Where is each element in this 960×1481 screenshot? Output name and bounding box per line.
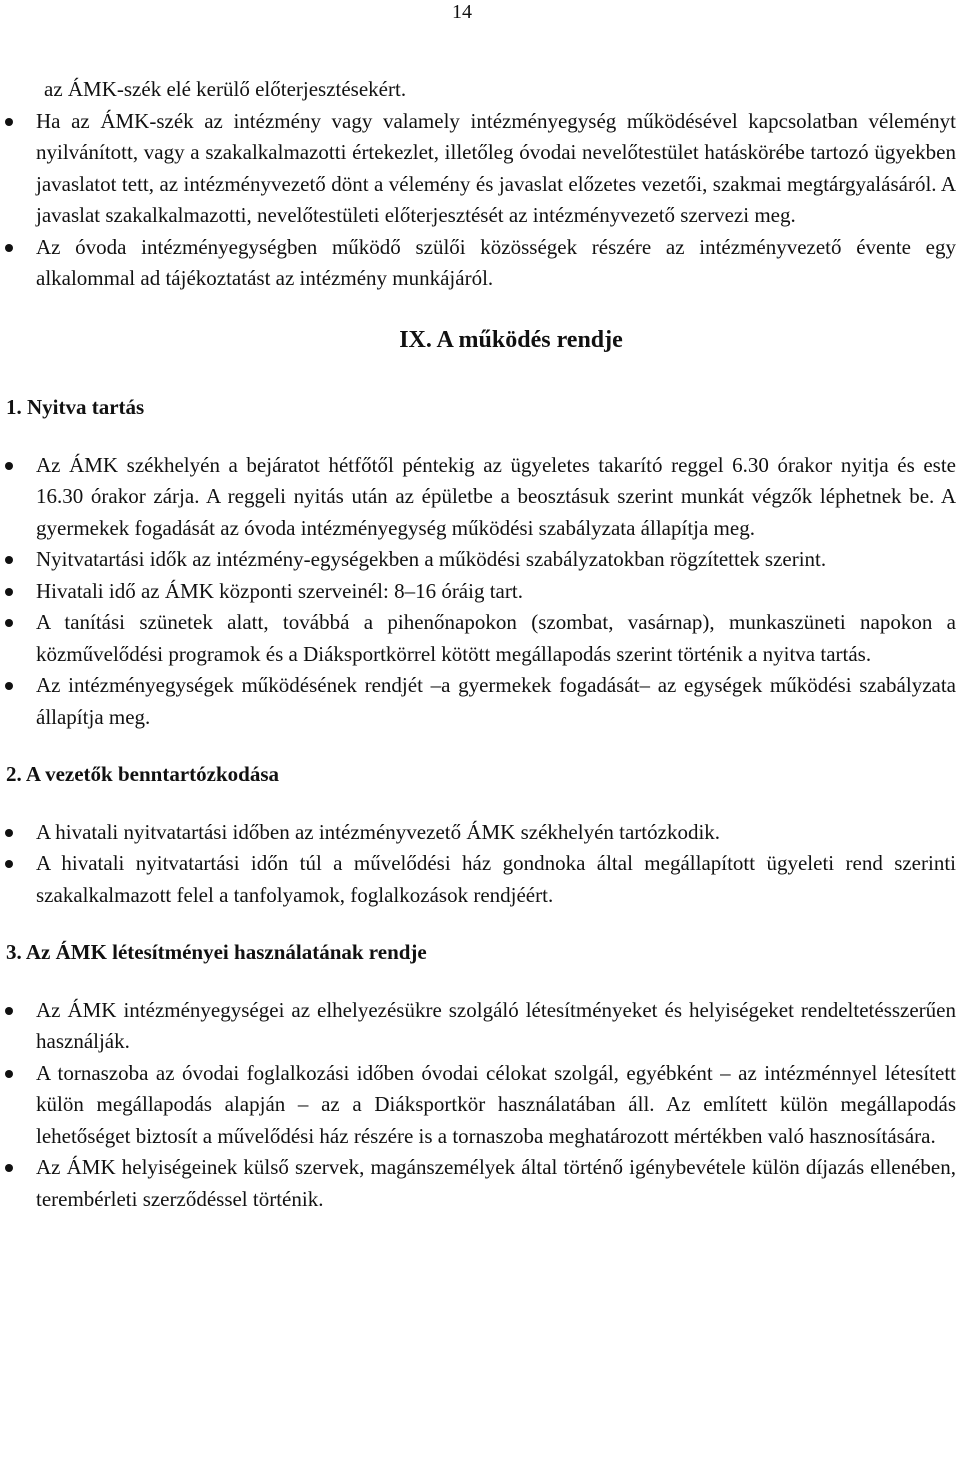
list-item: Az ÁMK székhelyén a bejáratot hétfőtől péntekig az ügyeletes takarító reggel 6.30 órakor nyitja és este 16.30 órakor zárja. A reggeli nyitás után az épületbe a beosztásuk szerint munkát végzők léphetnek be. A gyermekek fogadását az óvoda intézményegység működési szabályzata állapítja meg.: [36, 450, 956, 545]
section-title: 2. A vezetők benntartózkodása: [6, 762, 279, 786]
section-title: 3. Az ÁMK létesítményei használatának rendje: [6, 940, 427, 964]
section-title: 1. Nyitva tartás: [6, 395, 145, 419]
bullet-icon: [5, 244, 13, 252]
bullet-icon: [5, 1070, 13, 1078]
chapter-title: IX. A működés rendje: [399, 326, 623, 353]
bullet-icon: [5, 118, 13, 126]
list-item: A tornaszoba az óvodai foglalkozási időben óvodai célokat szolgál, egyébként – az intézménnyel létesített külön megállapodás alapján – az a Diáksportkör használatában áll. Az említett külön megállapodás lehetőséget biztosít a művelődési ház részére is a tornaszoba meghatározott mértékben való hasznosítására.: [36, 1058, 956, 1153]
bullet-icon: [5, 682, 13, 690]
bullet-icon: [5, 462, 13, 470]
bullet-icon: [5, 556, 13, 564]
list-item: A hivatali nyitvatartási időn túl a művelődési ház gondnoka által megállapított ügyeleti rend szerinti szakalkalmazott felel a tanfolyamok, foglalkozások rendjéért.: [36, 848, 956, 911]
list-item: A hivatali nyitvatartási időben az intézményvezető ÁMK székhelyén tartózkodik.: [36, 817, 956, 849]
section-1-bullet-list: [36, 450, 956, 734]
bullet-icon: [5, 619, 13, 627]
bullet-icon: [5, 588, 13, 596]
list-item: Az intézményegységek működésének rendjét –a gyermekek fogadását– az egységek működési szabályzata állapítja meg.: [36, 670, 956, 733]
intro-bullet-list: [36, 106, 956, 295]
continuation-text: az ÁMK-szék elé kerülő előterjesztésekért.: [44, 77, 407, 101]
bullet-icon: [5, 1007, 13, 1015]
page-content: [6, 74, 956, 1215]
section-2-bullet-list: [36, 817, 956, 912]
list-item: Hivatali idő az ÁMK központi szerveinél: 8–16 óráig tart.: [36, 576, 956, 608]
bullet-icon: [5, 829, 13, 837]
bullet-icon: [5, 1164, 13, 1172]
list-item: Az ÁMK intézményegységei az elhelyezésükre szolgáló létesítményeket és helyiségeket rendeltetésszerűen használják.: [36, 995, 956, 1058]
page-number: 14: [452, 1, 472, 23]
list-item: Ha az ÁMK-szék az intézmény vagy valamely intézményegység működésével kapcsolatban véleményt nyilvánított, vagy a szakalkalmazotti értekezlet, illetőleg óvodai nevelőtestület hatáskörébe tartozó ügyekben javaslatot tett, az intézményvezető dönt a vélemény és javaslat előzetes vezetői, szakmai megtárgyalásáról. A javaslat szakalkalmazotti, nevelőtestületi előterjesztését az intézményvezető szervezi meg.: [36, 106, 956, 232]
list-item: Az óvoda intézményegységben működő szülői közösségek részére az intézményvezető évente egy alkalommal ad tájékoztatást az intézmény munkájáról.: [36, 232, 956, 295]
list-item: A tanítási szünetek alatt, továbbá a pihenőnapokon (szombat, vasárnap), munkaszüneti napokon a közművelődési programok és a Diáksportkörrel kötött megállapodás szerint történik a nyitva tartás.: [36, 607, 956, 670]
bullet-icon: [5, 860, 13, 868]
list-item: Az ÁMK helyiségeinek külső szervek, magánszemélyek által történő igénybevétele külön díjazás ellenében, terembérleti szerződéssel történik.: [36, 1152, 956, 1215]
section-3-bullet-list: [36, 995, 956, 1216]
list-item: Nyitvatartási idők az intézmény-egységekben a működési szabályzatokban rögzítettek szerint.: [36, 544, 956, 576]
